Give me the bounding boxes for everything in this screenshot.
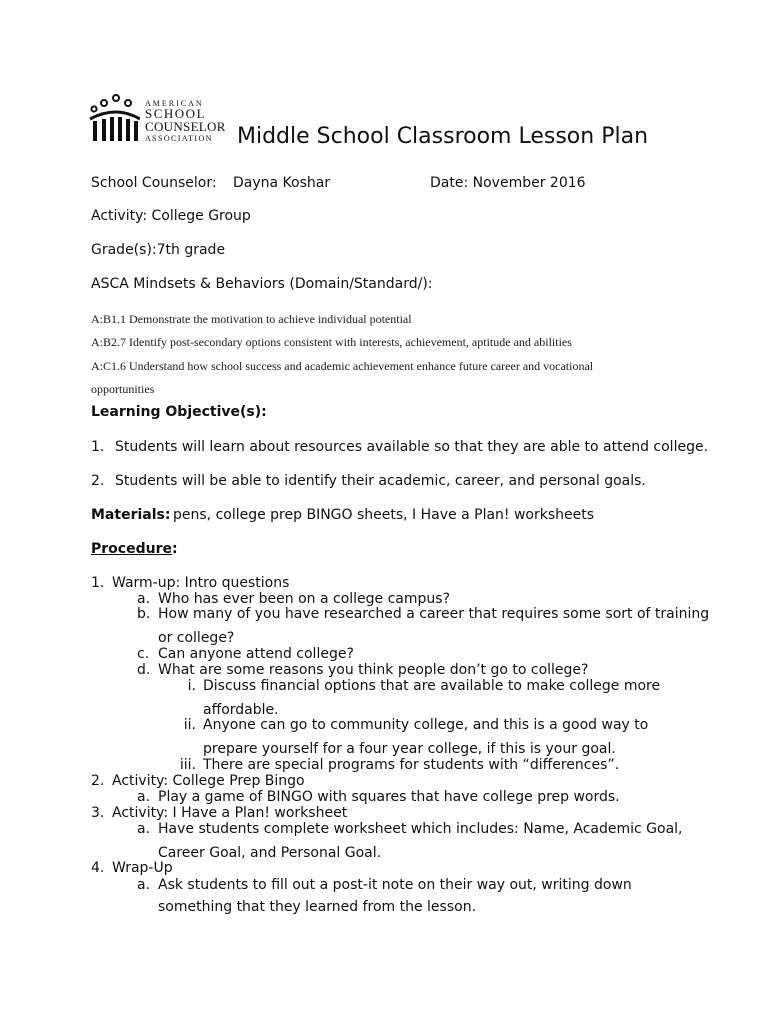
materials-text: pens, college prep BINGO sheets, I Have a Plan! worksheets	[173, 507, 595, 523]
substep-letter: a.	[137, 591, 151, 607]
subsubstep-numeral: ii.	[183, 717, 196, 733]
asca-logo	[88, 93, 228, 147]
substep-text-continued: or college?	[158, 630, 235, 646]
substep-letter: a.	[137, 877, 151, 893]
procedure-heading-text: Procedure	[91, 541, 172, 557]
objectives-heading: Learning Objective(s):	[91, 404, 267, 420]
counselor-name: Dayna Koshar	[233, 175, 331, 191]
substep-text-continued: Career Goal, and Personal Goal.	[158, 845, 382, 861]
objective-text: Students will learn about resources available so that they are able to attend college.	[115, 439, 709, 455]
step-number: 3.	[91, 805, 105, 821]
subsubstep-text-continued: prepare yourself for a four year college, if this is your goal.	[203, 741, 616, 757]
subsubstep-numeral: i.	[187, 678, 196, 694]
step-number: 2.	[91, 773, 105, 789]
objective-text: Students will be able to identify their academic, career, and personal goals.	[115, 473, 646, 489]
step-number: 1.	[91, 575, 105, 591]
logo-line-counselor: COUNSELOR	[145, 119, 226, 134]
substep-letter: b.	[137, 606, 151, 622]
step-text: Warm-up: Intro questions	[112, 575, 290, 591]
substep-text-continued: something that they learned from the lesson.	[158, 899, 477, 915]
objective-number: 2.	[91, 473, 105, 489]
procedure-heading	[91, 540, 178, 558]
grade-line: Grade(s):7th grade	[91, 242, 226, 258]
logo-line-american: AMERICAN	[145, 99, 204, 108]
procedure-heading-colon: :	[171, 541, 178, 557]
step-text: Activity: College Prep Bingo	[112, 773, 305, 789]
subsubstep-text: There are special programs for students with “differences”.	[203, 757, 620, 773]
substep-text: Can anyone attend college?	[158, 646, 354, 662]
standard-item: A:B1.1 Demonstrate the motivation to achieve individual potential	[91, 312, 412, 326]
substep-text: Ask students to fill out a post-it note on their way out, writing down	[158, 877, 632, 893]
subsubstep-text: Anyone can go to community college, and this is a good way to	[203, 717, 649, 733]
materials-label: Materials:	[91, 507, 171, 523]
objective-number: 1.	[91, 439, 105, 455]
substep-letter: c.	[137, 646, 150, 662]
standard-item-continued: opportunities	[91, 382, 155, 396]
substep-letter: a.	[137, 789, 151, 805]
logo-line-association: ASSOCIATION	[145, 134, 213, 143]
step-text: Activity: I Have a Plan! worksheet	[112, 805, 348, 821]
substep-text: What are some reasons you think people don’t go to college?	[158, 662, 589, 678]
counselor-label: School Counselor:	[91, 175, 217, 191]
subsubstep-text: Discuss financial options that are available to make college more	[203, 678, 661, 694]
substep-text: How many of you have researched a career that requires some sort of training	[158, 606, 710, 622]
substep-text: Have students complete worksheet which includes: Name, Academic Goal,	[158, 821, 683, 837]
step-number: 4.	[91, 860, 105, 876]
logo-line-school: SCHOOL	[145, 106, 207, 121]
activity-line: Activity: College Group	[91, 208, 251, 224]
step-text: Wrap-Up	[112, 860, 173, 876]
standard-item: A:C1.6 Understand how school success and academic achievement enhance future career and vocational	[91, 359, 594, 373]
asca-heading: ASCA Mindsets & Behaviors (Domain/Standard/):	[91, 276, 433, 292]
subsubstep-text-continued: affordable.	[203, 702, 279, 718]
substep-letter: a.	[137, 821, 151, 837]
standard-item: A:B2.7 Identify post-secondary options consistent with interests, achievement, aptitude and abilities	[91, 335, 572, 349]
substep-text: Who has ever been on a college campus?	[158, 591, 451, 607]
lesson-date: Date: November 2016	[430, 175, 586, 191]
subsubstep-numeral: iii.	[179, 757, 196, 773]
pillars-people-icon	[88, 93, 140, 145]
substep-letter: d.	[137, 662, 151, 678]
page-title: Middle School Classroom Lesson Plan	[237, 124, 649, 149]
substep-text: Play a game of BINGO with squares that have college prep words.	[158, 789, 620, 805]
